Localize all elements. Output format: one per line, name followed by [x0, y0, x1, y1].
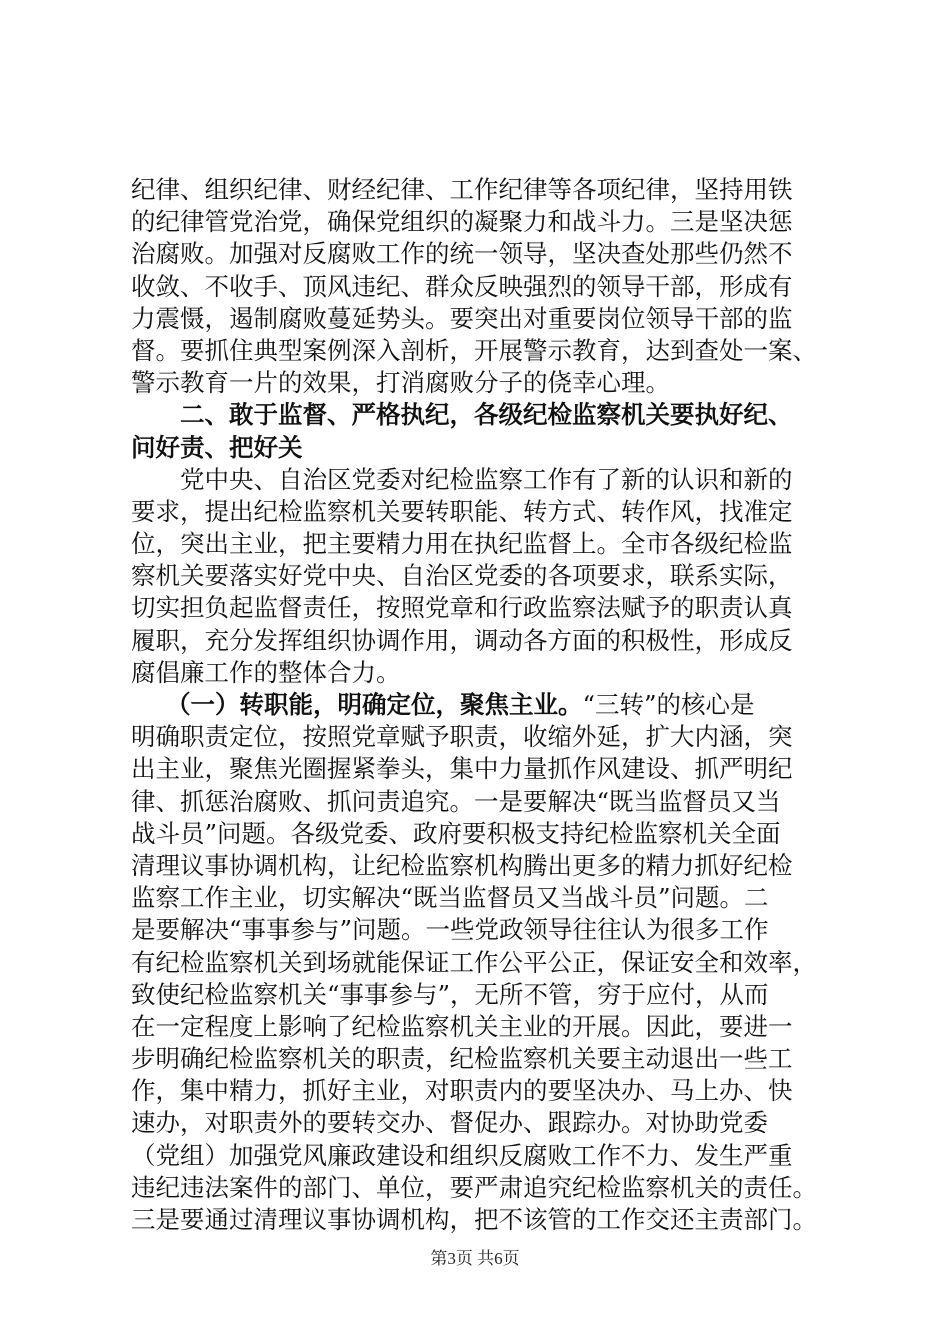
text-run: “三转”的核心是	[582, 690, 755, 719]
section-heading: 二、敢于监督、严格执纪，各级纪检监察机关要执好纪、	[180, 400, 793, 430]
subsection-line	[131, 689, 853, 721]
text-line: 明确职责定位，按照党章赋予职责，收缩外延，扩大内涵，突	[131, 722, 793, 752]
text-line: 律、抓惩治腐败、抓问责追究。一是要解决“既当监督员又当	[131, 786, 781, 816]
page-number-footer: 第3页 共6页	[430, 1249, 520, 1268]
section-heading-continued: 问好责、把好关	[131, 432, 303, 462]
text-line: 有纪检监察机关到场就能保证工作公平公正，保证安全和效率，	[131, 947, 817, 977]
text-line: 速办，对职责外的要转交办、督促办、跟踪办。对协助党委	[131, 1108, 768, 1138]
document-body	[131, 174, 853, 1236]
text-line: 步明确纪检监察机关的职责，纪检监察机关要主动退出一些工	[131, 1044, 793, 1074]
text-line: 三是要通过清理议事协调机构，把不该管的工作交还主责部门。	[131, 1205, 817, 1234]
text-line: 的纪律管党治党，确保党组织的凝聚力和战斗力。三是坚决惩	[131, 207, 793, 237]
text-line: 在一定程度上影响了纪检监察机关主业的开展。因此，要进一	[131, 1011, 793, 1041]
text-line: 警示教育一片的效果，打消腐败分子的侥幸心理。	[131, 368, 670, 398]
text-line: 战斗员”问题。各级党委、政府要积极支持纪检监察机关全面	[131, 818, 781, 848]
text-line: 违纪违法案件的部门、单位，要严肃追究纪检监察机关的责任。	[131, 1172, 817, 1202]
text-line: 出主业，聚焦光圈握紧拳头，集中力量抓作风建设、抓严明纪	[131, 754, 793, 784]
text-line: 要求，提出纪检监察机关要转职能、转方式、转作风，找准定	[131, 496, 793, 526]
subsection-title: （一）转职能，明确定位，聚焦主业。	[166, 690, 583, 719]
text-line: 收敛、不收手、顶风违纪、群众反映强烈的领导干部，形成有	[131, 271, 793, 301]
text-line: 腐倡廉工作的整体合力。	[131, 657, 401, 687]
text-line: 党中央、自治区党委对纪检监察工作有了新的认识和新的	[180, 464, 793, 494]
text-line: 察机关要落实好党中央、自治区党委的各项要求，联系实际，	[131, 561, 793, 591]
text-line: 履职，充分发挥组织协调作用，调动各方面的积极性，形成反	[131, 625, 793, 655]
text-line: 力震慑，遏制腐败蔓延势头。要突出对重要岗位领导干部的监	[131, 303, 793, 333]
text-line: 纪律、组织纪律、财经纪律、工作纪律等各项纪律，坚持用铁	[131, 175, 793, 204]
text-line: （党组）加强党风廉政建设和组织反腐败工作不力、发生严重	[131, 1140, 793, 1170]
text-line: 治腐败。加强对反腐败工作的统一领导，坚决查处那些仍然不	[131, 239, 793, 269]
text-line: 监察工作主业，切实解决“既当监督员又当战斗员”问题。二	[131, 883, 769, 913]
text-line: 位，突出主业，把主要精力用在执纪监督上。全市各级纪检监	[131, 529, 793, 559]
text-line: 是要解决“事事参与”问题。一些党政领导往往认为很多工作	[131, 915, 769, 945]
text-line: 督。要抓住典型案例深入剖析，开展警示教育，达到查处一案、	[131, 335, 817, 365]
text-line: 清理议事协调机构，让纪检监察机构腾出更多的精力抓好纪检	[131, 850, 793, 880]
text-line: 切实担负起监督责任，按照党章和行政监察法赋予的职责认真	[131, 593, 793, 623]
text-line: 作，集中精力，抓好主业，对职责内的要坚决办、马上办、快	[131, 1076, 793, 1106]
text-line: 致使纪检监察机关“事事参与”，无所不管，穷于应付，从而	[131, 979, 769, 1009]
